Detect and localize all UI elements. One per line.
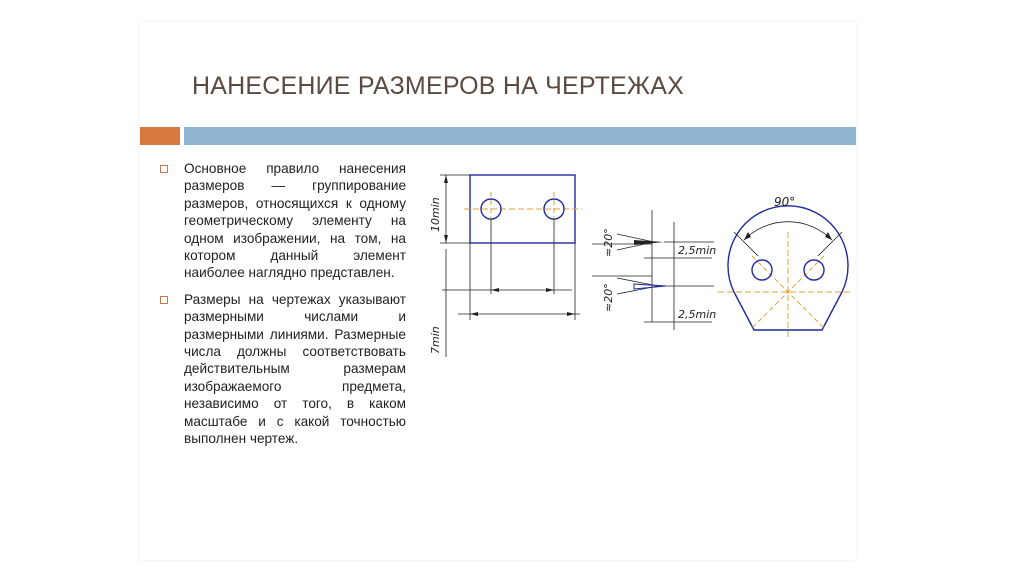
- hole-right: [804, 260, 824, 280]
- angle-label-90: 90°: [774, 195, 796, 209]
- arrowhead: [444, 175, 448, 183]
- arrowhead: [567, 312, 575, 316]
- round-part-outline: [728, 206, 848, 330]
- arrowhead: [444, 235, 448, 243]
- bullet-text: Размеры на чертежах указывают размерными числами и размерными линиями. Размерные числа должны соответствовать действительным размерам изображаемого предмета, независимо от того, в каком масштабе и с какой точностью выполнен чертеж.: [184, 291, 406, 447]
- arrowhead: [546, 288, 554, 292]
- bullet-item: [158, 160, 406, 282]
- dimension-label-7min: 7min: [429, 326, 442, 354]
- plate-view: [429, 175, 582, 357]
- slide: [140, 22, 856, 560]
- slide-title: НАНЕСЕНИЕ РАЗМЕРОВ НА ЧЕРТЕЖАХ: [192, 72, 684, 100]
- bullet-square-icon: [160, 165, 168, 173]
- technical-drawing: [422, 162, 852, 362]
- bullet-list: [158, 160, 406, 457]
- accent-bar-blue: [184, 127, 856, 145]
- arrowhead: [470, 312, 478, 316]
- arrowhead: [825, 232, 832, 240]
- hole-left: [752, 260, 772, 280]
- dimension-label-2-5min-top: 2,5min: [678, 244, 717, 257]
- arrowhead: [491, 288, 499, 292]
- arrowhead: [744, 232, 751, 240]
- dimension-label-10min: 10min: [429, 197, 442, 232]
- bullet-item: [158, 291, 406, 448]
- arrow-examples: [592, 210, 716, 330]
- arrowhead: [634, 284, 666, 289]
- bullet-text: Основное правило нанесения размеров — группирование размеров, относящихся к одному геометрическому элементу на одном изображении, на том, на котором данный элемент наиболее наглядно представлен.: [184, 161, 406, 281]
- extension-line: [734, 232, 758, 256]
- bullet-square-icon: [160, 296, 168, 304]
- extension-line: [818, 232, 842, 256]
- dimension-label-2-5min-bottom: 2,5min: [678, 308, 717, 321]
- angle-label-bottom: ≈20°: [602, 283, 615, 312]
- round-part-view: [718, 195, 852, 340]
- angle-label-top: ≈20°: [602, 228, 615, 257]
- accent-bar-orange: [140, 127, 180, 145]
